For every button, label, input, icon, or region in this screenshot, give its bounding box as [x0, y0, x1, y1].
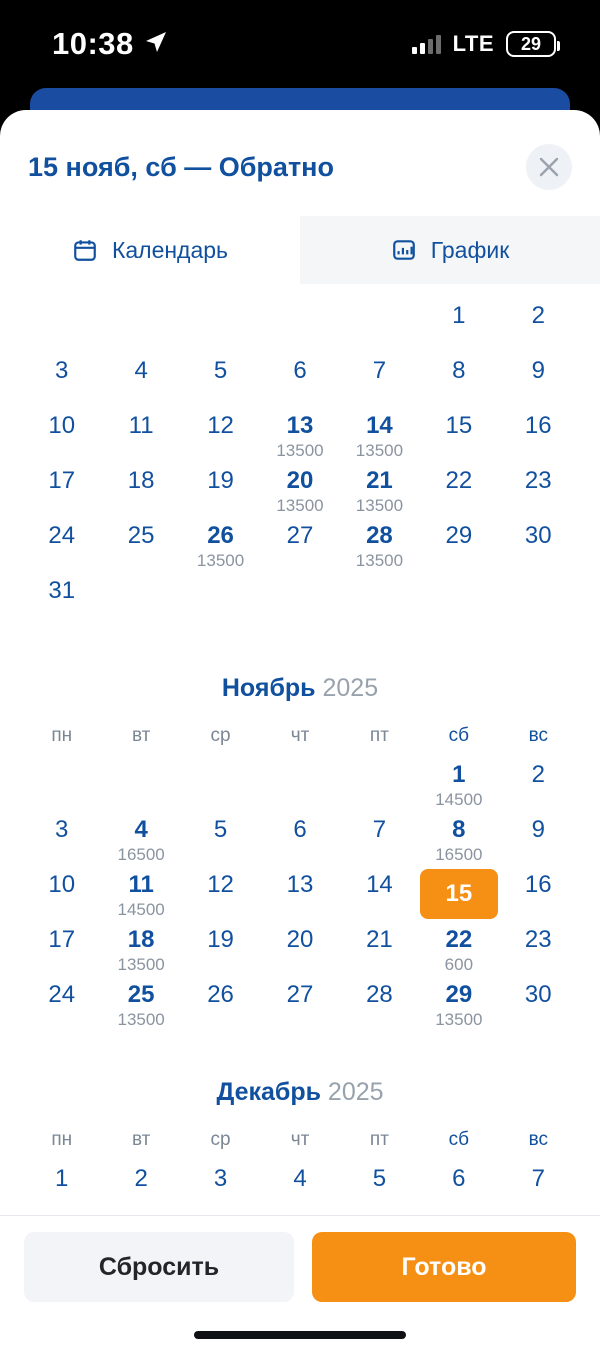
weekday-header: пт [369, 725, 389, 746]
calendar-cell[interactable] [181, 463, 260, 518]
calendar-cell[interactable] [260, 518, 339, 573]
calendar-day-number: 15 [420, 869, 498, 919]
calendar-cell[interactable] [260, 1161, 339, 1216]
calendar-cell[interactable] [499, 298, 578, 353]
calendar-cell[interactable] [499, 812, 578, 867]
calendar-cell[interactable] [340, 463, 419, 518]
calendar-day-number: 1 [55, 1165, 69, 1192]
calendar-day-price: 16500 [117, 845, 165, 864]
month-grid [0, 298, 600, 628]
calendar-day-number: 9 [531, 816, 545, 843]
calendar-day-number: 16 [524, 871, 552, 898]
calendar-day-number: 23 [524, 926, 552, 953]
sheet-header [0, 110, 600, 216]
sheet-footer [0, 1216, 600, 1312]
calendar-cell[interactable] [340, 812, 419, 867]
weekday-header: сб [448, 725, 470, 746]
calendar-day-price: 14500 [117, 900, 165, 919]
month-title [0, 674, 600, 703]
calendar-day-number: 2 [531, 302, 545, 329]
calendar-scroll-area[interactable] [0, 284, 600, 1216]
calendar-day-number: 28 [366, 522, 393, 549]
calendar-day-number: 22 [445, 926, 473, 953]
calendar-day-number: 8 [452, 816, 466, 843]
calendar-day-number: 25 [127, 981, 155, 1008]
calendar-day-price: 600 [444, 955, 474, 974]
calendar-day-price: 14500 [435, 790, 483, 809]
calendar-cell[interactable] [340, 518, 419, 573]
calendar-cell[interactable] [419, 977, 498, 1032]
calendar-cell[interactable] [419, 812, 498, 867]
weekday-header: пт [369, 1129, 389, 1150]
weekday-header: ср [210, 1129, 231, 1150]
calendar-cell[interactable] [499, 353, 578, 408]
calendar-cell[interactable] [499, 922, 578, 977]
calendar-day-price: 13500 [355, 441, 404, 460]
calendar-day-number: 20 [286, 467, 314, 494]
calendar-day-number: 4 [134, 816, 148, 843]
calendar-day-price: 13500 [276, 441, 324, 460]
calendar-day-number: 20 [286, 926, 314, 953]
month-name: Ноябрь [221, 674, 316, 702]
calendar-cell[interactable] [419, 1161, 498, 1216]
calendar-cell[interactable] [419, 298, 498, 353]
calendar-day-number: 5 [213, 816, 228, 843]
calendar-day-number: 15 [445, 412, 473, 439]
calendar-cell[interactable] [499, 1161, 578, 1216]
calendar-cell[interactable] [22, 977, 101, 1032]
tab-calendar[interactable] [0, 216, 300, 284]
calendar-cell[interactable] [22, 353, 101, 408]
calendar-day-number: 18 [127, 926, 155, 953]
calendar-cell[interactable] [181, 867, 260, 922]
calendar-cell[interactable] [260, 922, 339, 977]
calendar-cell[interactable] [22, 867, 101, 922]
calendar-cell[interactable] [101, 1161, 180, 1216]
calendar-cell[interactable] [181, 977, 260, 1032]
calendar-day-number: 16 [524, 412, 552, 439]
calendar-cell[interactable] [499, 463, 578, 518]
page-title: 15 нояб, сб — Обратно [28, 151, 334, 182]
calendar-day-number: 14 [366, 871, 393, 898]
calendar-cell[interactable] [260, 812, 339, 867]
calendar-day-number: 1 [452, 302, 466, 329]
calendar-day-number: 21 [366, 467, 393, 494]
calendar-day-number: 7 [372, 357, 387, 384]
month-year: 2025 [315, 674, 379, 702]
calendar-cell[interactable] [22, 812, 101, 867]
calendar-cell[interactable] [101, 922, 180, 977]
calendar-day-number: 7 [531, 1165, 545, 1192]
calendar-cell[interactable] [181, 1161, 260, 1216]
calendar-cell[interactable] [101, 353, 180, 408]
calendar-day-number: 6 [293, 357, 307, 384]
calendar-cell[interactable] [181, 408, 260, 463]
calendar-day-number: 4 [293, 1165, 307, 1192]
calendar-day-number: 2 [134, 1165, 148, 1192]
tab-chart[interactable] [300, 216, 600, 284]
calendar-cell[interactable] [181, 812, 260, 867]
reset-button[interactable]: Сбросить [24, 1232, 294, 1302]
calendar-day-number: 19 [207, 467, 234, 494]
calendar-cell[interactable] [22, 922, 101, 977]
calendar-cell[interactable] [101, 463, 180, 518]
location-arrow-icon [144, 26, 168, 62]
calendar-day-number: 5 [213, 357, 228, 384]
month-grid [0, 711, 600, 1032]
calendar-cell[interactable] [22, 463, 101, 518]
status-bar [0, 0, 600, 88]
calendar-cell[interactable] [499, 757, 578, 812]
calendar-day-number: 29 [445, 522, 473, 549]
calendar-cell[interactable] [340, 408, 419, 463]
calendar-cell[interactable] [340, 353, 419, 408]
calendar-cell[interactable] [181, 353, 260, 408]
month-grid [0, 1115, 600, 1216]
calendar-day-number: 7 [372, 816, 387, 843]
calendar-day-number: 3 [55, 357, 69, 384]
calendar-day-number: 8 [452, 357, 466, 384]
spacer [0, 284, 600, 298]
month-title [0, 1078, 600, 1107]
battery-level: 29 [520, 33, 542, 54]
calendar-day-number: 27 [286, 981, 314, 1008]
calendar-day-number: 4 [134, 357, 148, 384]
calendar-day-price: 13500 [276, 496, 324, 515]
calendar-day-number: 2 [531, 761, 545, 788]
calendar-day-number: 27 [286, 522, 314, 549]
calendar-cell[interactable] [101, 518, 180, 573]
calendar-day-number: 17 [48, 467, 76, 494]
weekday-header: вт [131, 1129, 151, 1150]
home-indicator [194, 1331, 406, 1339]
calendar-cell[interactable] [101, 812, 180, 867]
view-tabs [0, 216, 600, 284]
weekday-header: чт [290, 1129, 310, 1150]
network-label: LTE [452, 31, 494, 56]
tab-calendar-label: Календарь [111, 236, 229, 263]
calendar-day-number: 24 [48, 522, 76, 549]
calendar-day-number: 30 [524, 522, 552, 549]
calendar-cell[interactable] [499, 518, 578, 573]
date-picker-sheet [0, 110, 600, 1358]
calendar-day-number: 6 [293, 816, 307, 843]
calendar-day-number: 19 [207, 926, 234, 953]
weekday-header: сб [448, 1129, 470, 1150]
calendar-day-number: 11 [128, 871, 154, 898]
calendar-day-number: 12 [207, 871, 234, 898]
weekday-header: вт [131, 725, 151, 746]
calendar-cell[interactable] [340, 977, 419, 1032]
calendar-cell[interactable] [340, 1161, 419, 1216]
calendar-day-number: 26 [207, 981, 234, 1008]
calendar-cell[interactable] [101, 867, 180, 922]
calendar-day-number: 3 [55, 816, 69, 843]
calendar-day-number: 24 [48, 981, 76, 1008]
weekday-header: пн [51, 1129, 73, 1150]
calendar-cell[interactable] [419, 757, 498, 812]
done-button[interactable]: Готово [312, 1232, 576, 1302]
calendar-cell[interactable] [419, 353, 498, 408]
calendar-cell[interactable] [22, 518, 101, 573]
calendar-cell[interactable] [499, 977, 578, 1032]
calendar-day-number: 6 [452, 1165, 466, 1192]
status-time: 10:38 [52, 26, 134, 61]
weekday-header: ср [210, 725, 231, 746]
calendar-cell[interactable] [181, 518, 260, 573]
calendar-day-number: 1 [452, 761, 466, 788]
calendar-cell[interactable] [101, 977, 180, 1032]
calendar-cell[interactable] [260, 463, 339, 518]
calendar-day-number: 29 [445, 981, 473, 1008]
status-time-group [52, 26, 168, 62]
tab-chart-label: График [430, 236, 510, 263]
weekday-header: вс [528, 725, 548, 746]
calendar-day-price: 13500 [355, 551, 404, 570]
calendar-day-price: 13500 [355, 496, 404, 515]
calendar-cell[interactable] [22, 408, 101, 463]
sheet-backdrop [0, 88, 600, 110]
calendar-day-number: 3 [213, 1165, 228, 1192]
chart-icon [391, 237, 417, 263]
calendar-cell[interactable] [101, 408, 180, 463]
status-indicators [412, 31, 556, 57]
calendar-day-number: 12 [207, 412, 234, 439]
month-name: Декабрь [216, 1078, 321, 1106]
calendar-day-price: 13500 [435, 1010, 483, 1029]
month-year: 2025 [320, 1078, 384, 1106]
calendar-cell[interactable] [499, 408, 578, 463]
calendar-day-number: 9 [531, 357, 545, 384]
weekday-header: чт [290, 725, 310, 746]
calendar-icon [72, 237, 98, 263]
calendar-day-number: 21 [366, 926, 393, 953]
calendar-cell[interactable] [419, 463, 498, 518]
calendar-cell[interactable] [181, 922, 260, 977]
calendar-day-price: 13500 [117, 1010, 165, 1029]
weekday-header: пн [51, 725, 73, 746]
calendar-cell[interactable] [419, 922, 498, 977]
calendar-cell[interactable] [499, 867, 578, 922]
calendar-day-number: 13 [286, 871, 314, 898]
calendar-cell[interactable] [260, 977, 339, 1032]
calendar-day-number: 10 [48, 412, 76, 439]
weekday-header: вс [528, 1129, 548, 1150]
calendar-day-price: 16500 [435, 845, 483, 864]
calendar-day-number: 22 [445, 467, 473, 494]
months-container [0, 284, 600, 1216]
calendar-day-number: 25 [127, 522, 155, 549]
home-indicator-area [0, 1312, 600, 1358]
calendar-day-price: 13500 [196, 551, 245, 570]
calendar-cell[interactable] [22, 573, 101, 628]
calendar-day-number: 5 [372, 1165, 387, 1192]
battery-icon [506, 31, 556, 57]
calendar-day-number: 11 [128, 412, 154, 439]
calendar-cell[interactable] [260, 408, 339, 463]
calendar-cell[interactable] [419, 518, 498, 573]
calendar-cell[interactable] [260, 353, 339, 408]
calendar-cell[interactable] [22, 1161, 101, 1216]
calendar-day-number: 10 [48, 871, 76, 898]
calendar-day-number: 30 [524, 981, 552, 1008]
calendar-day-number: 14 [366, 412, 393, 439]
calendar-cell-selected[interactable] [419, 867, 498, 922]
calendar-cell[interactable] [260, 867, 339, 922]
close-icon[interactable] [526, 144, 572, 190]
calendar-cell[interactable] [419, 408, 498, 463]
calendar-day-price: 13500 [117, 955, 165, 974]
calendar-day-number: 31 [48, 577, 76, 604]
calendar-day-number: 18 [127, 467, 155, 494]
calendar-day-number: 13 [286, 412, 314, 439]
calendar-cell[interactable] [340, 867, 419, 922]
calendar-day-number: 28 [366, 981, 393, 1008]
signal-icon [412, 34, 441, 54]
calendar-cell[interactable] [340, 922, 419, 977]
calendar-day-number: 23 [524, 467, 552, 494]
calendar-day-number: 26 [207, 522, 234, 549]
calendar-day-number: 17 [48, 926, 76, 953]
